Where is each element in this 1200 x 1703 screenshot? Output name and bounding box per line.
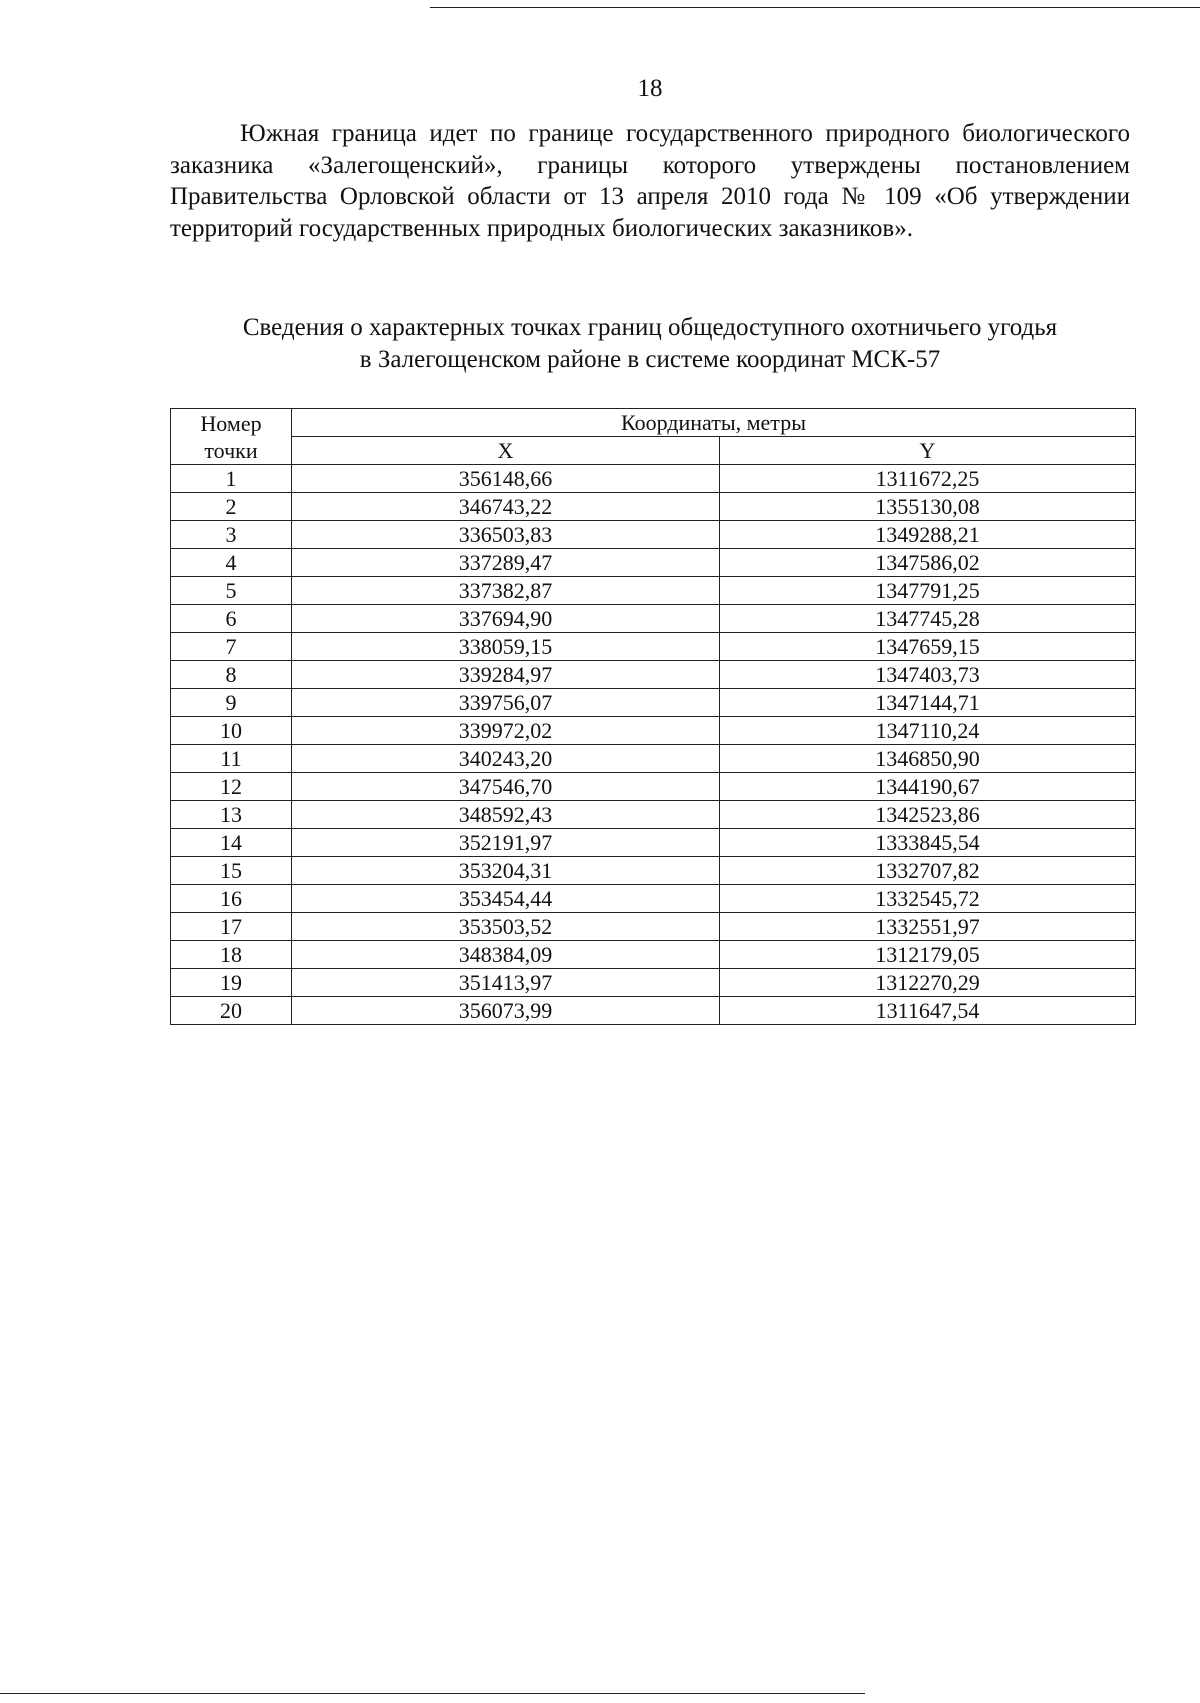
y-coordinate-cell: 1347144,71 — [720, 689, 1136, 717]
table-row — [171, 829, 1136, 857]
table-caption-line-2: в Залегощенском районе в системе координат МСК-57 — [359, 346, 941, 373]
y-coordinate-cell: 1312270,29 — [720, 969, 1136, 997]
point-number-cell: 14 — [171, 829, 292, 857]
table-row — [171, 549, 1136, 577]
table-header-row — [171, 409, 1136, 437]
x-coordinate-cell: 337289,47 — [292, 549, 720, 577]
x-coordinate-cell: 340243,20 — [292, 745, 720, 773]
point-number-cell: 17 — [171, 913, 292, 941]
point-number-cell: 16 — [171, 885, 292, 913]
x-coordinate-cell: 339756,07 — [292, 689, 720, 717]
y-coordinate-cell: 1342523,86 — [720, 801, 1136, 829]
x-coordinate-cell: 347546,70 — [292, 773, 720, 801]
point-number-cell: 18 — [171, 941, 292, 969]
x-coordinate-cell: 337382,87 — [292, 577, 720, 605]
x-coordinate-cell: 336503,83 — [292, 521, 720, 549]
x-coordinate-cell: 353454,44 — [292, 885, 720, 913]
y-coordinate-cell: 1332551,97 — [720, 913, 1136, 941]
point-number-header-line-2: точки — [204, 437, 258, 463]
coordinates-table — [170, 408, 1136, 1025]
point-number-cell: 6 — [171, 605, 292, 633]
x-coordinate-cell: 346743,22 — [292, 493, 720, 521]
table-row — [171, 941, 1136, 969]
x-coordinate-cell: 337694,90 — [292, 605, 720, 633]
x-column-header: X — [292, 437, 720, 465]
point-number-cell: 2 — [171, 493, 292, 521]
x-coordinate-cell: 338059,15 — [292, 633, 720, 661]
table-row — [171, 969, 1136, 997]
table-subheader-row — [171, 437, 1136, 465]
y-coordinate-cell: 1347745,28 — [720, 605, 1136, 633]
y-coordinate-cell: 1312179,05 — [720, 941, 1136, 969]
table-row — [171, 689, 1136, 717]
point-number-header — [171, 409, 292, 465]
point-number-cell: 11 — [171, 745, 292, 773]
y-coordinate-cell: 1347110,24 — [720, 717, 1136, 745]
y-coordinate-cell: 1347586,02 — [720, 549, 1136, 577]
x-coordinate-cell: 353204,31 — [292, 857, 720, 885]
y-coordinate-cell: 1347791,25 — [720, 577, 1136, 605]
table-body — [171, 465, 1136, 1025]
bottom-rule — [0, 1693, 865, 1694]
y-coordinate-cell: 1346850,90 — [720, 745, 1136, 773]
point-number-cell: 15 — [171, 857, 292, 885]
table-row — [171, 465, 1136, 493]
y-coordinate-cell: 1355130,08 — [720, 493, 1136, 521]
point-number-cell: 9 — [171, 689, 292, 717]
table-row — [171, 521, 1136, 549]
table-row — [171, 745, 1136, 773]
y-coordinate-cell: 1333845,54 — [720, 829, 1136, 857]
x-coordinate-cell: 356073,99 — [292, 997, 720, 1025]
y-coordinate-cell: 1344190,67 — [720, 773, 1136, 801]
point-number-cell: 10 — [171, 717, 292, 745]
table-row — [171, 857, 1136, 885]
table-row — [171, 997, 1136, 1025]
x-coordinate-cell: 339284,97 — [292, 661, 720, 689]
point-number-cell: 1 — [171, 465, 292, 493]
point-number-cell: 20 — [171, 997, 292, 1025]
table-row — [171, 493, 1136, 521]
x-coordinate-cell: 348592,43 — [292, 801, 720, 829]
point-number-cell: 12 — [171, 773, 292, 801]
y-coordinate-cell: 1332707,82 — [720, 857, 1136, 885]
table-row — [171, 913, 1136, 941]
x-coordinate-cell: 351413,97 — [292, 969, 720, 997]
point-number-cell: 19 — [171, 969, 292, 997]
table-row — [171, 885, 1136, 913]
y-coordinate-cell: 1349288,21 — [720, 521, 1136, 549]
table-row — [171, 633, 1136, 661]
y-coordinate-cell: 1311672,25 — [720, 465, 1136, 493]
x-coordinate-cell: 356148,66 — [292, 465, 720, 493]
y-coordinate-cell: 1332545,72 — [720, 885, 1136, 913]
table-row — [171, 605, 1136, 633]
x-coordinate-cell: 353503,52 — [292, 913, 720, 941]
y-coordinate-cell: 1347659,15 — [720, 633, 1136, 661]
body-paragraph: Южная граница идет по границе государственного природного биологического заказника «Залегощенский», границы которого утверждены постановлением Правительства Орловской области от 13 апреля 2010 года № 109 «Об утверждении территорий государственных природных биологических заказников». — [170, 120, 1130, 242]
point-number-header-line-1: Номер — [200, 410, 262, 436]
y-column-header: Y — [720, 437, 1136, 465]
table-caption — [160, 312, 1140, 376]
table-caption-line-1: Сведения о характерных точках границ общедоступного охотничьего угодья — [242, 314, 1058, 341]
table-row — [171, 801, 1136, 829]
point-number-cell: 13 — [171, 801, 292, 829]
point-number-cell: 4 — [171, 549, 292, 577]
x-coordinate-cell: 352191,97 — [292, 829, 720, 857]
table-row — [171, 661, 1136, 689]
point-number-cell: 7 — [171, 633, 292, 661]
x-coordinate-cell: 348384,09 — [292, 941, 720, 969]
point-number-cell: 8 — [171, 661, 292, 689]
table-row — [171, 773, 1136, 801]
table-row — [171, 717, 1136, 745]
y-coordinate-cell: 1311647,54 — [720, 997, 1136, 1025]
coordinates-header: Координаты, метры — [292, 409, 1136, 437]
x-coordinate-cell: 339972,02 — [292, 717, 720, 745]
point-number-cell: 5 — [171, 577, 292, 605]
y-coordinate-cell: 1347403,73 — [720, 661, 1136, 689]
page-number: 18 — [637, 75, 663, 102]
top-rule — [430, 7, 1200, 8]
point-number-cell: 3 — [171, 521, 292, 549]
table-row — [171, 577, 1136, 605]
